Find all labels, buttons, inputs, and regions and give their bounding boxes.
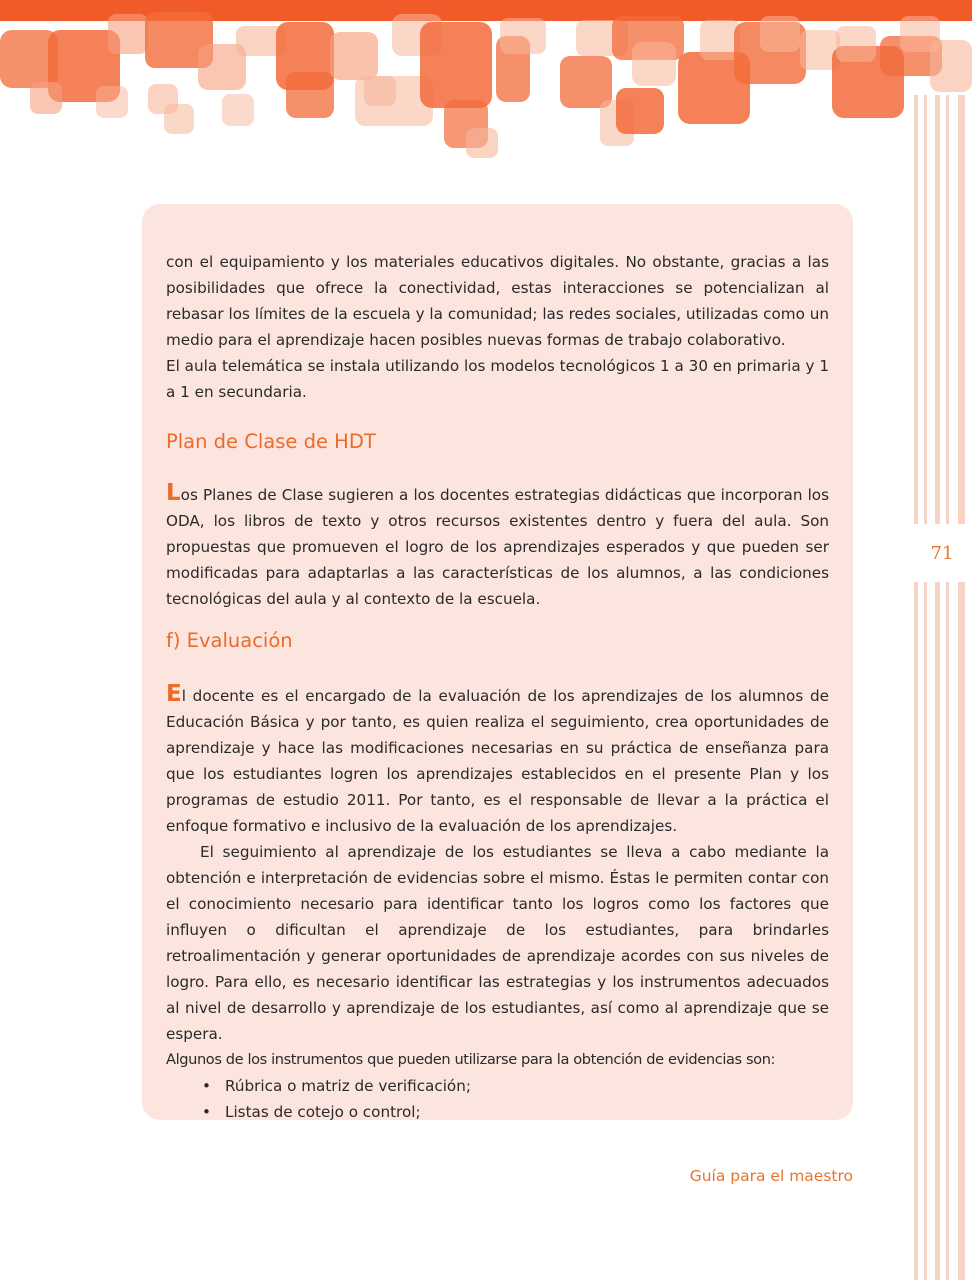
- list-item-text: Listas de cotejo o control;: [225, 1103, 421, 1121]
- side-stripes: [902, 95, 972, 1280]
- header-decoration: [0, 0, 972, 170]
- main-text: [166, 249, 829, 1125]
- section-title-evaluacion: f) Evaluación: [166, 629, 293, 652]
- list-item-text: Rúbrica o matriz de verificación;: [225, 1077, 471, 1095]
- eval-paragraph-text: l docente es el encargado de la evaluación de los aprendizajes de los alumnos de Educación Básica y por tanto, es quien realiza el seguimiento, crea oportunidades de aprendizaje y hace las modificaciones necesarias en su práctica de enseñanza para que los estudiantes logren los aprendizajes establecidos en el presente Plan y los programas de estudio 2011. Por tanto, es el responsable de llevar a la práctica el enfoque formativo e inclusivo de la evaluación de los aprendizajes.: [166, 687, 829, 835]
- eval-paragraph-3: Algunos de los instrumentos que pueden utilizarse para la obtención de evidencias son:: [166, 1051, 776, 1068]
- page-number-tab: [912, 524, 972, 582]
- list-item: [166, 1099, 829, 1125]
- intro-paragraph: con el equipamiento y los materiales educativos digitales. No obstante, gracias a las posibilidades que ofrece la conectividad, estas interacciones se potencializan al rebasar los límites de la escuela y la comunidad; las redes sociales, utilizadas como un medio para el aprendizaje hacen posibles nuevas formas de trabajo colaborativo.: [166, 253, 829, 349]
- plan-paragraph-text: os Planes de Clase sugieren a los docentes estrategias didácticas que incorporan los ODA, los libros de texto y otros recursos existentes dentro y fuera del aula. Son propuestas que promueven el logro de los aprendizajes esperados y que pueden ser modificadas para adaptarlas a las características de los alumnos, a las condiciones tecnológicas del aula y al contexto de la escuela.: [166, 486, 829, 608]
- eval-paragraph-2: El seguimiento al aprendizaje de los estudiantes se lleva a cabo mediante la obtención e interpretación de evidencias sobre el mismo. Éstas le permiten contar con el conocimiento necesario para identificar tanto los logros como los factores que influyen o dificultan el aprendizaje de los estudiantes, para brindarles retroalimentación y generar oportunidades de aprendizaje acordes con sus niveles de logro. Para ello, es necesario identificar las estrategias y los instrumentos adecuados al nivel de desarrollo y aprendizaje de los estudiantes, así como al aprendizaje que se espera.: [166, 843, 829, 1043]
- dropcap: E: [166, 681, 182, 707]
- plan-paragraph: [166, 482, 829, 612]
- intro-paragraph-2: El aula telemática se instala utilizando los modelos tecnológicos 1 a 30 en primaria y 1 a 1 en secundaria.: [166, 357, 829, 401]
- bullet-icon: •: [202, 1103, 211, 1121]
- list-item: [166, 1073, 829, 1099]
- dropcap: L: [166, 480, 181, 506]
- page-number: 71: [930, 542, 954, 564]
- section-title-plan-de-clase: Plan de Clase de HDT: [166, 430, 376, 453]
- instruments-list: [166, 1073, 829, 1125]
- footer-title: Guía para el maestro: [689, 1167, 853, 1185]
- bullet-icon: •: [202, 1077, 211, 1095]
- eval-paragraph: [166, 683, 829, 839]
